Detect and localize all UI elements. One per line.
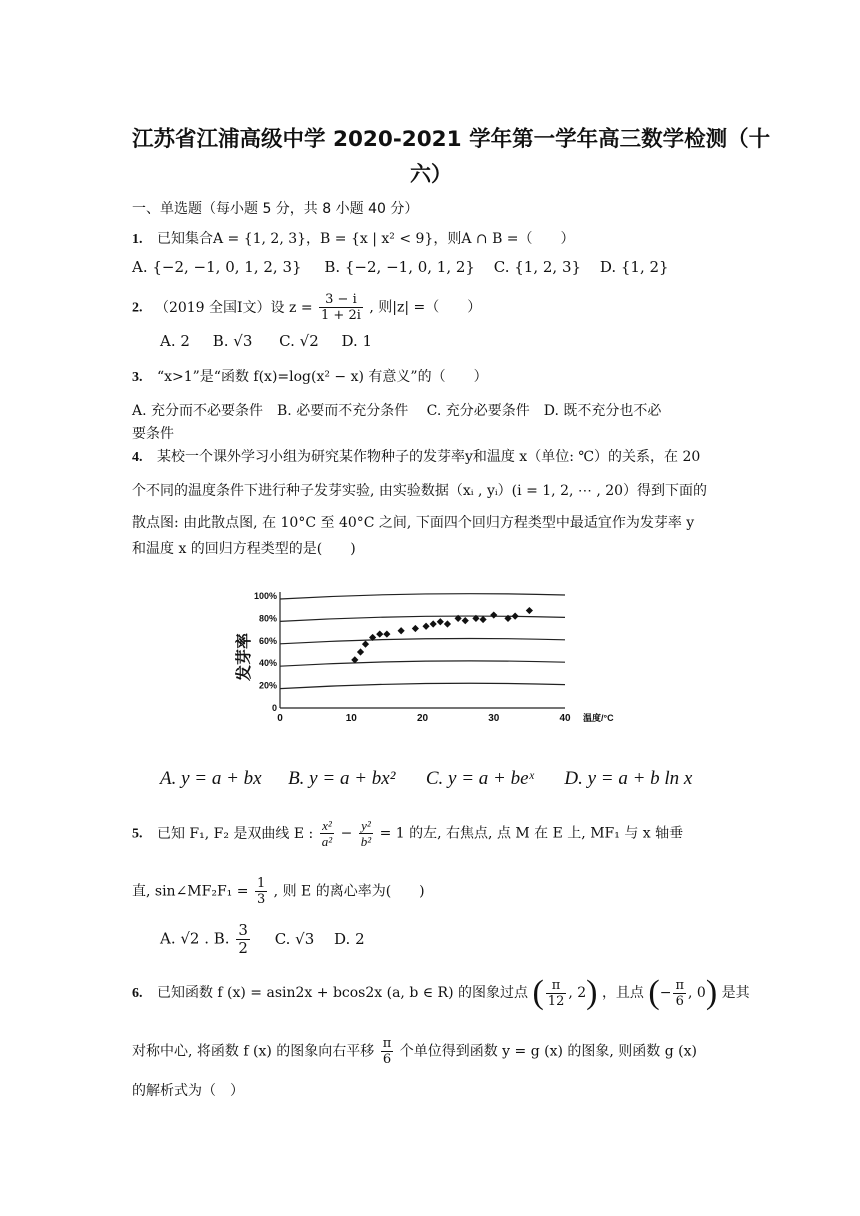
fraction-numerator: π <box>382 1036 392 1051</box>
scatter-chart <box>225 578 645 738</box>
data-point <box>444 620 451 627</box>
question-text: “x>1”是“函数 f(x)=log(x² − x) 有意义”的（ ） <box>156 369 488 385</box>
option-d: D. 1 <box>341 332 373 350</box>
fraction <box>673 978 686 1009</box>
x-tick-label: 30 <box>488 713 500 724</box>
option-a-b: A. √2 . B. <box>160 929 230 948</box>
question-4-line1 <box>132 446 700 466</box>
fraction-numerator: π <box>546 978 567 994</box>
y-tick-label: 100% <box>253 591 277 601</box>
question-text: 已知 F₁, F₂ 是双曲线 E : <box>156 825 314 842</box>
option-d: D. {1, 2} <box>599 258 669 276</box>
question-5-line2 <box>132 876 425 907</box>
question-text: 已知函数 f (x) = asin2x + bcos2x (a, b ∈ R) 的图象过点 <box>156 985 529 1001</box>
question-3 <box>132 366 488 386</box>
option-b: B. √3 <box>212 332 253 350</box>
option-b: B. {−2, −1, 0, 1, 2} <box>324 258 475 276</box>
question-text-tail: = 1 的左, 右焦点, 点 M 在 E 上, MF₁ 与 x 轴垂 <box>379 825 684 842</box>
question-1-options <box>132 258 669 276</box>
fraction <box>255 876 267 907</box>
grid-line <box>280 594 565 599</box>
fraction <box>320 818 334 849</box>
grid-line <box>280 661 565 666</box>
question-text: ，且点 <box>601 985 644 1001</box>
grid-line <box>280 616 565 621</box>
fraction-numerator: π <box>675 977 684 993</box>
question-4-line4: 和温度 x 的回归方程类型的是( ) <box>132 541 356 557</box>
option-d: D. y = a + b ln x <box>564 768 693 789</box>
section-heading: 一、单选题（每小题 5 分，共 8 小题 40 分） <box>132 201 419 217</box>
option-c: C. {1, 2, 3} <box>493 258 582 276</box>
fraction <box>546 978 567 1009</box>
fraction <box>319 292 363 323</box>
page-title-line1: 江苏省江浦高级中学 2020-2021 学年第一学年高三数学检测（十 <box>132 127 771 152</box>
question-text-tail: , 则 E 的离心率为( ) <box>273 883 425 900</box>
question-number: 1. <box>132 232 143 247</box>
question-4-options <box>160 768 692 790</box>
data-point <box>462 617 469 624</box>
question-4-line3: 散点图: 由此散点图, 在 10°C 至 40°C 之间, 下面四个回归方程类型中最适宜作为发芽率 y <box>132 515 695 531</box>
question-text: 已知集合A = {1, 2, 3}，B = {x | x² < 9}，则A ∩ B =（ ） <box>156 231 575 247</box>
close-paren: ) <box>586 974 598 1011</box>
point-tail: , 2 <box>568 985 587 1001</box>
question-text-tail: 个单位得到函数 y = g (x) 的图象, 则函数 g (x) <box>399 1043 697 1060</box>
question-text-tail: , 则|z| =（ ） <box>369 299 482 316</box>
question-6-line1 <box>132 976 750 1010</box>
fraction-numerator: 3 − i <box>319 292 363 308</box>
x-tick-label: 40 <box>559 713 571 724</box>
grid-line <box>280 638 565 643</box>
data-point <box>357 648 364 655</box>
data-point <box>376 630 383 637</box>
fraction <box>381 1036 394 1067</box>
data-point <box>490 611 497 618</box>
fraction-denominator: 3 <box>256 892 266 907</box>
data-point <box>430 620 437 627</box>
fraction-numerator: x² <box>320 818 334 834</box>
option-a: A. {−2, −1, 0, 1, 2, 3} <box>132 258 302 276</box>
y-axis-label: 发芽率 <box>236 632 253 682</box>
data-point <box>479 616 486 623</box>
minus-sign: − <box>659 985 672 1001</box>
fraction-denominator: 12 <box>547 993 565 1009</box>
fraction-numerator: 3 <box>238 921 248 939</box>
data-point <box>422 623 429 630</box>
question-text: 对称中心, 将函数 f (x) 的图象向右平移 <box>132 1043 375 1060</box>
x-tick-label: 20 <box>416 713 429 724</box>
data-point <box>383 630 390 637</box>
question-6-line2 <box>132 1036 697 1067</box>
option-a: A. 2 <box>160 332 190 350</box>
x-axis-label: 温度/°C <box>583 713 614 723</box>
fraction-denominator: 2 <box>238 939 248 957</box>
data-point <box>526 607 533 614</box>
question-3-options-line1: A. 充分而不必要条件 B. 必要而不充分条件 C. 充分必要条件 D. 既不充分也不必 <box>132 403 662 419</box>
data-point <box>362 641 369 648</box>
y-tick-label: 80% <box>258 613 277 624</box>
fraction <box>359 818 373 849</box>
data-point <box>398 627 405 634</box>
question-text: （2019 全国Ⅰ文）设 z = <box>154 299 313 316</box>
option-c: C. √2 <box>279 332 319 350</box>
data-point <box>412 625 419 632</box>
question-number: 2. <box>132 300 143 316</box>
y-tick-label: 40% <box>258 658 277 669</box>
grid-line <box>280 683 565 688</box>
fraction-numerator: 1 <box>256 876 266 891</box>
fraction-denominator: a² <box>321 834 333 849</box>
fraction-denominator: b² <box>360 834 372 849</box>
question-2 <box>132 292 481 323</box>
fraction-denominator: 6 <box>675 993 684 1009</box>
minus-sign: − <box>340 825 353 842</box>
question-1 <box>132 228 575 248</box>
data-point <box>437 618 444 625</box>
close-paren: ) <box>705 974 718 1011</box>
question-number: 6. <box>132 986 143 1001</box>
fraction-numerator: y² <box>359 818 373 834</box>
x-tick-label: 10 <box>345 713 357 724</box>
open-paren: ( <box>648 974 660 1011</box>
question-number: 5. <box>132 826 143 842</box>
scatter-chart-svg <box>225 578 645 738</box>
open-paren: ( <box>532 974 544 1011</box>
point-tail: , 0 <box>688 985 706 1001</box>
question-4-line2: 个不同的温度条件下进行种子发芽实验, 由实验数据（xᵢ , yᵢ）(i = 1, 2, ⋯ , 20）得到下面的 <box>132 483 708 499</box>
question-5-options <box>160 922 365 957</box>
y-tick-label: 0 <box>271 703 277 713</box>
fraction-denominator: 6 <box>382 1052 392 1067</box>
option-c: C. y = a + beˣ <box>425 768 534 789</box>
y-tick-label: 60% <box>258 635 277 646</box>
option-c-d: C. √3 D. 2 <box>274 929 365 948</box>
option-a: A. y = a + bx <box>160 768 262 789</box>
question-5-line1 <box>132 818 683 849</box>
question-number: 3. <box>132 370 143 385</box>
question-3-options-line2: 要条件 <box>132 426 174 442</box>
x-tick-label: 0 <box>277 713 283 724</box>
option-b: B. y = a + bx² <box>288 768 396 789</box>
question-6-line3: 的解析式为（ ） <box>132 1083 244 1099</box>
fraction-denominator: 1 + 2i <box>321 308 361 323</box>
question-text: 某校一个课外学习小组为研究某作物种子的发芽率y和温度 x（单位: ℃）的关系，在 20 <box>156 449 701 465</box>
fraction <box>236 922 250 957</box>
question-text: 直, sin∠MF₂F₁ = <box>132 883 249 900</box>
page-title-line2: 六） <box>410 162 452 186</box>
question-number: 4. <box>132 450 143 465</box>
data-point <box>512 613 519 620</box>
question-text-tail: 是其 <box>721 985 750 1001</box>
y-tick-label: 20% <box>258 680 277 691</box>
question-2-options <box>160 332 372 350</box>
